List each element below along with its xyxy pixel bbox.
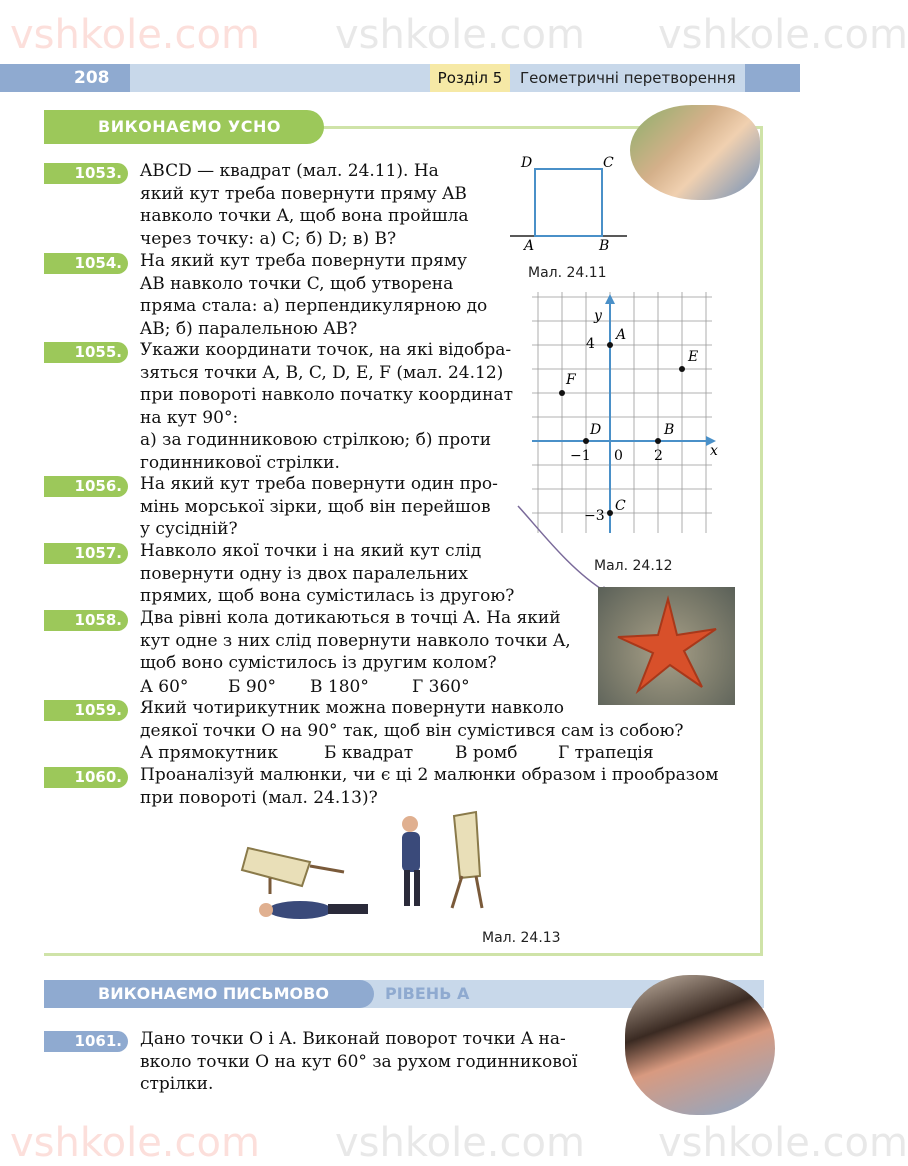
option: Б квадрат bbox=[324, 743, 414, 763]
problem-number-1059: 1059. bbox=[44, 700, 128, 721]
text-line: Який чотирикутник можна повернути навколо bbox=[140, 698, 565, 718]
option: А 60° bbox=[140, 677, 189, 697]
text-line: який кут треба повернути пряму AB bbox=[140, 183, 467, 204]
text-line: через точку: а) C; б) D; в) B? bbox=[140, 228, 397, 249]
figure-24-13-painters bbox=[240, 808, 500, 948]
y-axis-label: y bbox=[594, 308, 602, 324]
option: Б 90° bbox=[228, 677, 277, 697]
standing-painter bbox=[402, 812, 482, 908]
section-frame-bottom bbox=[44, 953, 762, 956]
section-frame-right bbox=[760, 126, 763, 956]
problem-number-1057: 1057. bbox=[44, 543, 128, 564]
section-oral-title: ВИКОНАЄМО УСНО bbox=[44, 110, 324, 144]
problem-1061-text bbox=[140, 1028, 605, 1096]
text-line: Укажи координати точок, на які відобра- bbox=[140, 340, 512, 360]
problem-1060-text bbox=[140, 764, 740, 809]
text-line: навколо точки A, щоб вона пройшла bbox=[140, 206, 469, 226]
point-f bbox=[559, 390, 565, 396]
tick-0: 0 bbox=[614, 448, 623, 464]
caption-24-11: Мал. 24.11 bbox=[528, 265, 607, 281]
text-line: а) за годинниковою стрілкою; б) проти bbox=[140, 430, 492, 450]
label-point-c: C bbox=[615, 498, 626, 514]
text-line: мінь морської зірки, щоб він перейшов bbox=[140, 496, 491, 517]
rotated-painter bbox=[242, 848, 368, 919]
tick-minus1: −1 bbox=[570, 448, 591, 464]
text-line: На який кут треба повернути один про- bbox=[140, 474, 498, 494]
watermark: vshkole.com bbox=[10, 1120, 260, 1166]
point-b bbox=[655, 438, 661, 444]
tick-2: 2 bbox=[654, 448, 663, 464]
label-a: A bbox=[524, 238, 535, 254]
label-point-e: E bbox=[688, 349, 699, 365]
text-line: Два рівні кола дотикаються в точці A. На який bbox=[140, 608, 561, 628]
text-line: на кут 90°: bbox=[140, 407, 239, 428]
text-line: повернути одну із двох паралельних bbox=[140, 563, 469, 584]
caption-24-12: Мал. 24.12 bbox=[594, 558, 673, 574]
point-a bbox=[607, 342, 613, 348]
watermark: vshkole.com bbox=[335, 12, 585, 58]
watermark: vshkole.com bbox=[658, 1120, 908, 1166]
option: В 180° bbox=[310, 677, 369, 697]
label-point-a: A bbox=[616, 327, 627, 343]
label-c: C bbox=[603, 155, 614, 171]
text-line: при повороті (мал. 24.13)? bbox=[140, 787, 378, 808]
text-line: кут одне з них слід повернути навколо точки A, bbox=[140, 630, 571, 651]
text-line: Навколо якої точки і на який кут слід bbox=[140, 541, 482, 561]
problem-1057-text bbox=[140, 540, 515, 608]
square-abcd bbox=[535, 169, 602, 236]
text-line: Дано точки O і A. Виконай поворот точки A на- bbox=[140, 1029, 566, 1049]
tick-minus3: −3 bbox=[584, 508, 605, 524]
figure-24-11-square bbox=[505, 152, 630, 260]
text-line: годинникової стрілки. bbox=[140, 452, 340, 473]
caption-24-13: Мал. 24.13 bbox=[482, 930, 561, 946]
problem-1058-text bbox=[140, 607, 590, 675]
label-point-d: D bbox=[590, 422, 602, 438]
tick-4: 4 bbox=[586, 336, 595, 352]
girls-photo bbox=[625, 975, 775, 1115]
problem-1053-text bbox=[140, 160, 492, 250]
chapter-title: Геометричні перетворення bbox=[520, 69, 736, 87]
option: Г трапеція bbox=[558, 743, 654, 763]
option: А прямокутник bbox=[140, 743, 278, 763]
label-point-b: B bbox=[664, 422, 675, 438]
y-axis-arrow bbox=[605, 294, 615, 304]
problem-1056-text bbox=[140, 473, 515, 541]
text-line: AB навколо точки C, щоб утворена bbox=[140, 273, 454, 294]
text-line: щоб воно сумістилось із другим колом? bbox=[140, 653, 497, 673]
header-cap bbox=[745, 64, 800, 92]
problem-number-1055: 1055. bbox=[44, 342, 128, 363]
point-d bbox=[583, 438, 589, 444]
label-b: B bbox=[599, 238, 610, 254]
chapter-tag: Розділ 5 bbox=[430, 64, 510, 92]
text-line: вколо точки O на кут 60° за рухом годинникової bbox=[140, 1051, 578, 1072]
figure-24-12-coordinate-grid bbox=[530, 290, 730, 535]
problem-1059-text bbox=[140, 697, 710, 742]
starfish-icon bbox=[598, 587, 735, 705]
text-line: зяться точки A, B, C, D, E, F (мал. 24.12) bbox=[140, 362, 504, 383]
students-photo bbox=[630, 105, 760, 200]
problem-number-1061: 1061. bbox=[44, 1031, 128, 1052]
text-line: у сусідній? bbox=[140, 519, 238, 539]
text-line: стрілки. bbox=[140, 1074, 214, 1094]
problem-number-1054: 1054. bbox=[44, 253, 128, 274]
watermark: vshkole.com bbox=[10, 12, 260, 58]
starfish-photo bbox=[598, 587, 735, 705]
x-axis-label: x bbox=[710, 443, 718, 459]
level-label: РІВЕНЬ А bbox=[385, 984, 470, 1003]
label-point-f: F bbox=[566, 372, 576, 388]
problem-1054-text bbox=[140, 250, 515, 340]
text-line: Проаналізуй малюнки, чи є ці 2 малюнки образом і прообразом bbox=[140, 765, 719, 785]
option: В ромб bbox=[455, 743, 518, 763]
label-d: D bbox=[521, 155, 533, 171]
problem-number-1056: 1056. bbox=[44, 476, 128, 497]
text-line: деякої точки O на 90° так, щоб він сумістився сам із собою? bbox=[140, 720, 684, 741]
text-line: при повороті навколо початку координат bbox=[140, 385, 514, 405]
arrow-to-starfish bbox=[510, 500, 620, 600]
point-e bbox=[679, 366, 685, 372]
page-number: 208 bbox=[0, 64, 130, 92]
watermark: vshkole.com bbox=[335, 1120, 585, 1166]
problem-number-1058: 1058. bbox=[44, 610, 128, 631]
text-line: AB; б) паралельною AB? bbox=[140, 318, 358, 339]
text-line: пряма стала: а) перпендикулярною до bbox=[140, 296, 488, 316]
problem-1055-text bbox=[140, 339, 515, 474]
text-line: На який кут треба повернути пряму bbox=[140, 251, 468, 271]
text-line: ABCD — квадрат (мал. 24.11). На bbox=[140, 161, 439, 181]
text-line: прямих, щоб вона сумістилась із другою? bbox=[140, 586, 515, 606]
watermark: vshkole.com bbox=[658, 12, 908, 58]
problem-number-1060: 1060. bbox=[44, 767, 128, 788]
option: Г 360° bbox=[412, 677, 470, 697]
problem-number-1053: 1053. bbox=[44, 163, 128, 184]
section-written-title: ВИКОНАЄМО ПИСЬМОВО bbox=[44, 980, 374, 1008]
